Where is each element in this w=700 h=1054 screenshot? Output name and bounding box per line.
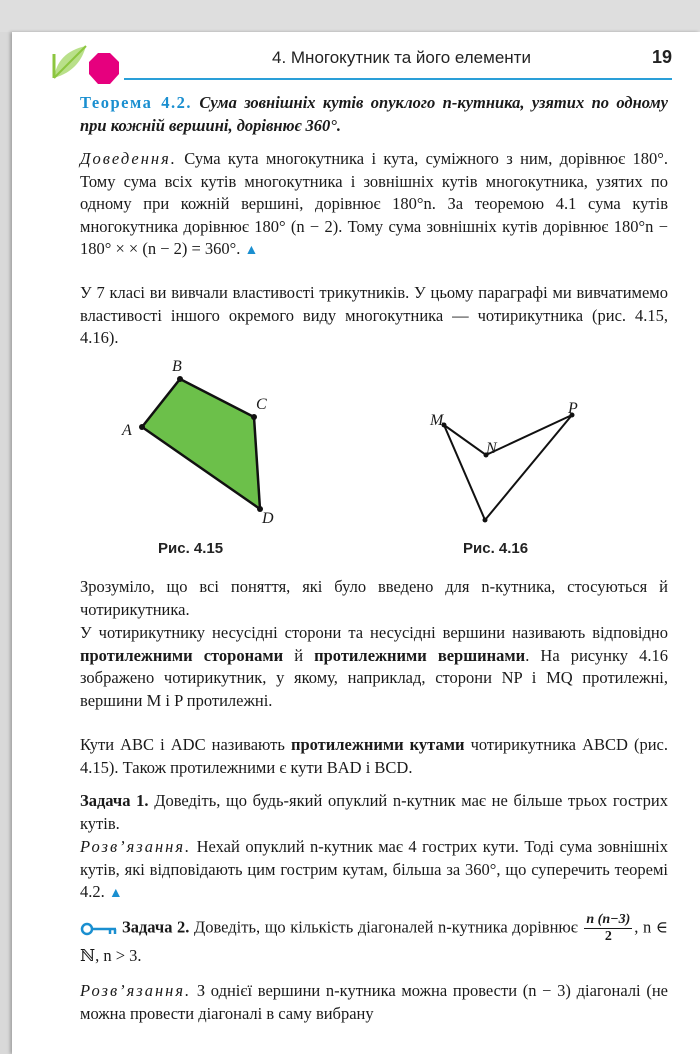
viewer-top-bar [0, 0, 700, 32]
page-header [52, 44, 672, 84]
task-2 [80, 912, 668, 968]
task-2-label: Задача 2. [122, 917, 190, 937]
page-number: 19 [651, 47, 672, 67]
task-2-text-a: Доведіть, що кількість діагоналей n-кутника дорівнює [193, 917, 578, 937]
solution-1-label: Розв’язання. [80, 837, 192, 856]
vertex-label-b: B [172, 358, 182, 375]
vertex-label-m: M [430, 412, 444, 429]
task-1-label: Задача 1. [80, 791, 149, 810]
vertex-label-n: N [486, 440, 497, 457]
end-of-proof-icon: ▲ [244, 243, 259, 258]
quadrilateral-abcd [142, 379, 260, 509]
opposite-text-a: У чотирикутнику несусідні сторони та несусідні вершини називають відповідно [80, 623, 668, 642]
vertex-label-d: D [262, 510, 274, 527]
quadrilateral-mnpq [444, 415, 572, 520]
solution-1-text: Нехай опуклий n-кутник має 4 гострих кути. Тоді сума зовнішніх кутів, які відповідають цим гострим кутам, більша за 360°, що суперечить теоремі 4.2. [80, 837, 668, 901]
key-icon [80, 922, 118, 936]
task-1 [80, 790, 668, 835]
proof [80, 148, 668, 263]
formula-denominator: 2 [604, 929, 612, 944]
theorem-label: Теорема 4.2. [80, 93, 192, 112]
angles-text-a: Кути ABC і ADC називають [80, 735, 291, 754]
leaf-icon [52, 44, 92, 80]
vertex-label-c: C [256, 396, 267, 413]
textbook-page [12, 32, 700, 1054]
chapter-title: 4. Многокутник та його елементи [272, 48, 531, 67]
end-of-solution-icon: ▲ [108, 886, 123, 901]
angles-paragraph [80, 734, 668, 779]
vertex-label-p: P [568, 400, 578, 417]
solution-2-text: З однієї вершини n-кутника можна провести (n − 3) діагоналі (не можна провести діагоналі в саму вибрану [80, 981, 668, 1023]
task-1-text: Доведіть, що будь-який опуклий n-кутник має не більше трьох гострих кутів. [80, 791, 669, 833]
vertex-label-a: A [122, 422, 132, 439]
intro-paragraph: У 7 класі ви вивчали властивості трикутників. У цьому параграфі ми вивчатимемо властивості іншого окремого виду многокутника — чотирикутника (рис. 4.15, 4.16). [80, 283, 668, 347]
octagon-icon [87, 52, 121, 86]
term-opposite-vertices: протилежними вершинами [314, 645, 526, 665]
theorem [80, 92, 668, 137]
figure-4-16-caption: Рис. 4.16 [463, 540, 529, 557]
opposite-paragraph [80, 622, 668, 712]
theorem-text: Сума зовнішніх кутів опуклого n-кутника, узятих по одному при кожній вершині, дорівнює 360°. [80, 93, 669, 135]
concepts-paragraph: Зрозуміло, що всі поняття, які було введено для n-кутника, стосуються й чотирикутника. [80, 577, 668, 619]
formula-numerator: n (n−3) [586, 912, 631, 927]
term-opposite-sides: протилежними сторонами [80, 645, 284, 665]
proof-label: Доведення. [80, 149, 177, 168]
proof-text: Сума кута многокутника і кута, суміжного з ним, дорівнює 180°. Тому сума всіх кутів многокутника і зовнішніх кутів многокутника, узятих по одному при кожній вершині, дорівнює 180°n. За теоремою 4.1 сума кутів многокутника дорівнює 180° (n − 2). Тому сума зовнішніх кутів дорівнює 180°n − 180° × × (n − 2) = 360°. [80, 149, 669, 258]
angles-text-b: чотирикутника ABCD (рис. 4.15). Також протилежними є кути BAD і BCD. [80, 735, 668, 777]
opposite-text-b: й [283, 645, 315, 665]
figure-4-15-caption: Рис. 4.15 [158, 540, 224, 557]
header-rule [124, 78, 672, 80]
opposite-text-c: . На рисунку 4.16 зображено чотирикутник, у якому, наприклад, сторони NP і MQ протилежні, вершини M і P протилежні. [80, 645, 668, 710]
solution-1 [80, 836, 668, 906]
term-opposite-angles: протилежними кутами [290, 735, 465, 754]
figure-4-16 [422, 367, 602, 527]
solution-2-label: Розв’язання. [80, 981, 192, 1000]
figure-4-15 [112, 357, 312, 527]
solution-2 [80, 980, 668, 1025]
diagonal-formula [584, 912, 632, 945]
task-2-text-b: , n ∈ ℕ, n > 3. [80, 917, 669, 965]
